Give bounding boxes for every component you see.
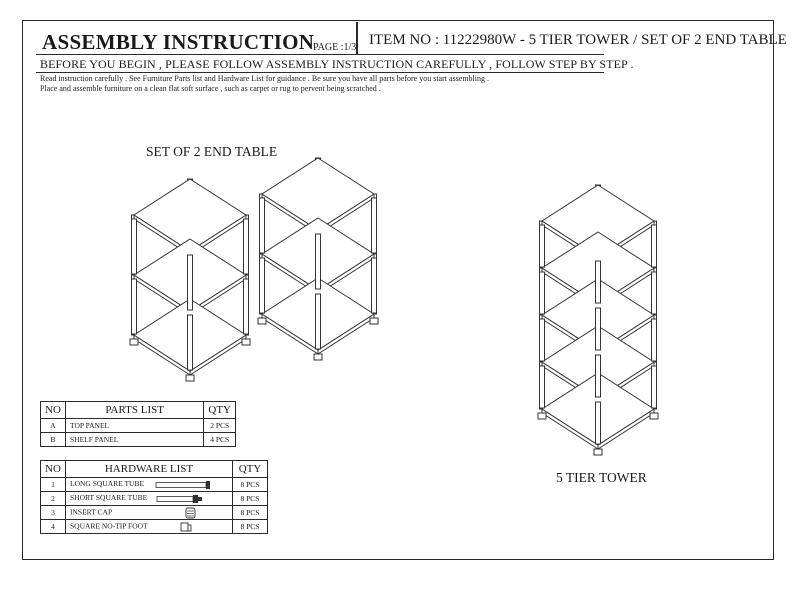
hw-no: 4 [41, 520, 66, 534]
parts-no: B [41, 433, 66, 447]
hw-name-cell [66, 478, 233, 492]
table-row [41, 419, 236, 433]
foot [186, 375, 194, 381]
page-title: ASSEMBLY INSTRUCTION [42, 30, 315, 54]
parts-qty: 2 PCS [204, 419, 236, 433]
leg [316, 294, 321, 349]
leg [316, 234, 321, 289]
parts-name: SHELF PANEL [66, 433, 204, 447]
short-tube-icon [155, 494, 205, 504]
hardware-list-table [40, 460, 268, 534]
foot [538, 413, 546, 419]
parts-qty: 4 PCS [204, 433, 236, 447]
leg [652, 272, 657, 314]
intro-line-1: Read instruction carefully . See Furniture Parts list and Hardware List for guidance . Be sure you have all parts before you start assembling . [40, 74, 489, 83]
foot [314, 354, 322, 360]
foot-icon [179, 521, 193, 533]
hw-qty: 8 PCS [233, 506, 268, 520]
hw-no: 2 [41, 492, 66, 506]
leg [132, 219, 137, 274]
hw-name: LONG SQUARE TUBE [70, 479, 145, 489]
hw-qty: 8 PCS [233, 492, 268, 506]
leg [260, 198, 265, 253]
foot [594, 449, 602, 455]
end-table-drawing-2 [258, 158, 378, 360]
hw-no: 1 [41, 478, 66, 492]
parts-name: TOP PANEL [66, 419, 204, 433]
leg [596, 355, 601, 397]
intro-line-2: Place and assemble furniture on a clean flat soft surface , such as carpet or rug to pervent being scratched . [40, 84, 381, 93]
leg [596, 308, 601, 350]
table-row [41, 478, 268, 492]
hw-qty: 8 PCS [233, 478, 268, 492]
leg [372, 258, 377, 313]
leg [596, 261, 601, 303]
parts-col-name: PARTS LIST [66, 402, 204, 419]
hw-col-no: NO [41, 461, 66, 478]
foot [370, 318, 378, 324]
hw-col-name: HARDWARE LIST [66, 461, 233, 478]
long-tube-icon [154, 480, 214, 490]
parts-list-table [40, 401, 236, 447]
tower-label: 5 TIER TOWER [556, 470, 647, 485]
foot [650, 413, 658, 419]
leg [652, 366, 657, 408]
parts-col-no: NO [41, 402, 66, 419]
hw-no: 3 [41, 506, 66, 520]
end-table-label: SET OF 2 END TABLE [146, 144, 278, 159]
leg [372, 198, 377, 253]
page-number: PAGE :1/3 [313, 42, 357, 53]
leg [132, 279, 137, 334]
leg [652, 319, 657, 361]
end-table-drawing-1 [130, 179, 250, 381]
hw-name: SQUARE NO-TIP FOOT [70, 521, 148, 531]
foot [130, 339, 138, 345]
leg [260, 258, 265, 313]
hardware-list-header [41, 461, 268, 478]
intro-heading: BEFORE YOU BEGIN , PLEASE FOLLOW ASSEMBLY INSTRUCTION CAREFULLY , FOLLOW STEP BY STEP . [40, 57, 634, 71]
parts-col-qty: QTY [204, 402, 236, 419]
leg [188, 315, 193, 370]
item-number: ITEM NO : 11222980W - 5 TIER TOWER / SET OF 2 END TABLE [369, 32, 787, 48]
hw-name: INSERT CAP [70, 507, 112, 517]
foot [242, 339, 250, 345]
leg [540, 319, 545, 361]
leg [596, 402, 601, 444]
hw-qty: 8 PCS [233, 520, 268, 534]
leg [244, 219, 249, 274]
hw-name-cell [66, 492, 233, 506]
leg [540, 225, 545, 267]
hw-name: SHORT SQUARE TUBE [70, 493, 148, 503]
hw-name-cell [66, 506, 233, 520]
leg [188, 255, 193, 310]
parts-list-header [41, 402, 236, 419]
insert-cap-icon [184, 507, 198, 519]
hw-name-cell [66, 520, 233, 534]
table-row [41, 492, 268, 506]
foot [258, 318, 266, 324]
table-row [41, 520, 268, 534]
leg [652, 225, 657, 267]
leg [244, 279, 249, 334]
tower-drawing [538, 185, 658, 455]
table-row [41, 506, 268, 520]
leg [540, 272, 545, 314]
hw-col-qty: QTY [233, 461, 268, 478]
table-row [41, 433, 236, 447]
parts-no: A [41, 419, 66, 433]
leg [540, 366, 545, 408]
